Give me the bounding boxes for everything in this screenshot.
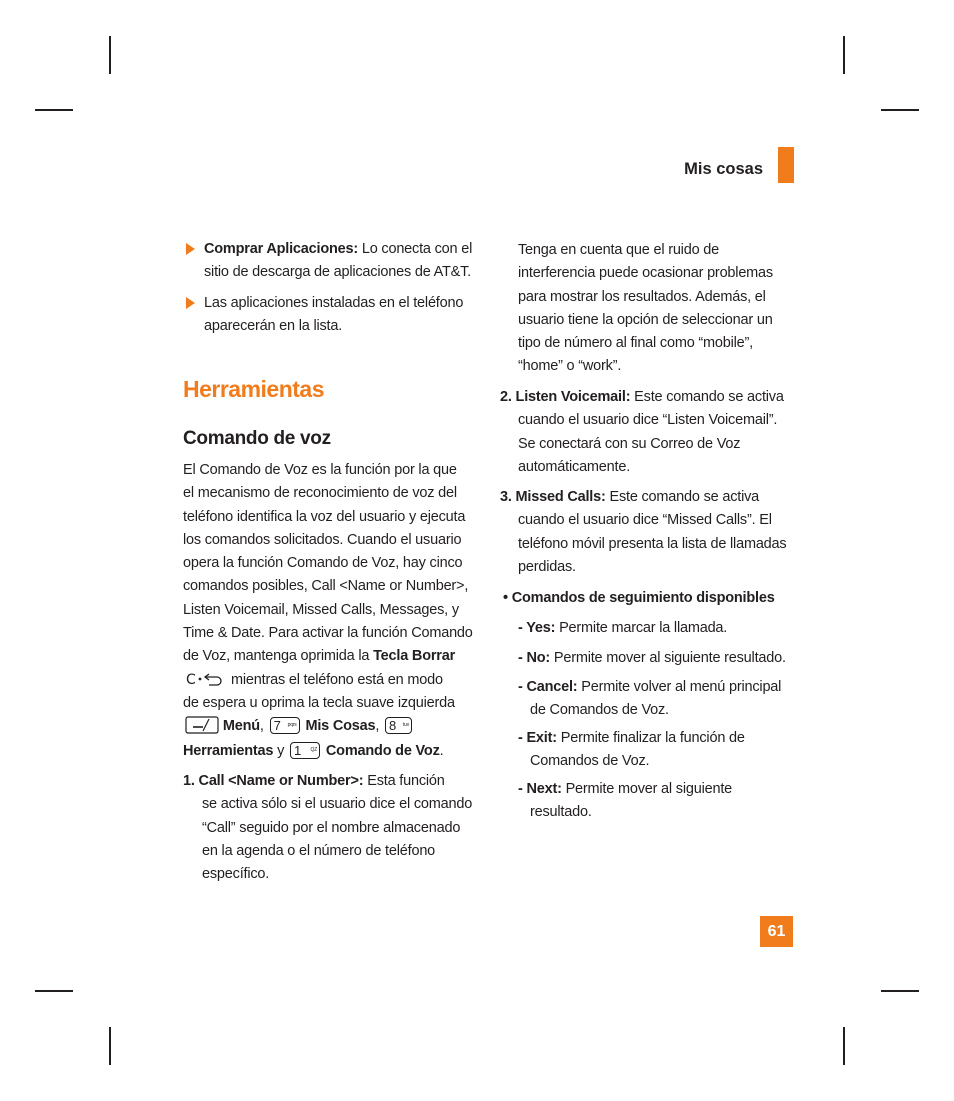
numbered-item: 1. Call <Name or Number>: Esta función se activa sólo si el usuario dice el comando “Call” seguido por el nombre almacenado en la agenda o el número de teléfono específico. bbox=[183, 773, 473, 883]
page-number: 61 bbox=[760, 916, 793, 947]
menu-label: Menú bbox=[222, 718, 260, 735]
section-heading: Herramientas bbox=[183, 376, 325, 402]
clear-back-key-icon bbox=[183, 669, 231, 692]
crop-mark bbox=[109, 1027, 111, 1065]
herramientas-label: Herramientas bbox=[183, 743, 274, 760]
crop-mark bbox=[843, 36, 845, 74]
crop-mark bbox=[109, 36, 111, 74]
section-header: Mis cosas bbox=[684, 160, 763, 178]
item-label: Listen Voicemail: bbox=[515, 389, 631, 405]
key-7-icon: 7 pqrs bbox=[270, 717, 300, 734]
crop-mark bbox=[881, 990, 919, 992]
subheading: Comando de voz bbox=[183, 428, 331, 449]
bullet-arrow-icon bbox=[186, 243, 195, 255]
mis-cosas-label: Mis Cosas bbox=[305, 718, 376, 735]
continued-paragraph: Tenga en cuenta que el ruido de interferencia puede ocasionar problemas para mostrar los resultados. Además, el usuario tiene la opción de seleccionar un tipo de número al final como “mobile”, “home” o “work”. bbox=[518, 242, 773, 375]
svg-text:C: C bbox=[186, 671, 196, 687]
key-1-icon: 1 QZ bbox=[290, 742, 320, 759]
bullet-item: Las aplicaciones instaladas en el teléfono aparecerán en la lista. bbox=[204, 295, 464, 335]
item-number: 3. bbox=[500, 489, 512, 505]
followup-item: - No: Permite mover al siguiente resultado. bbox=[518, 650, 786, 666]
followup-item: - Next: Permite mover al siguiente resultado. bbox=[518, 781, 733, 821]
followup-item: - Yes: Permite marcar la llamada. bbox=[518, 620, 728, 636]
key-8-icon: 8 tuv bbox=[385, 717, 412, 734]
crop-mark bbox=[35, 990, 73, 992]
section-tab-marker bbox=[778, 147, 794, 183]
bullet-arrow-icon bbox=[186, 297, 195, 309]
bullet-label: Comprar Aplicaciones: bbox=[204, 241, 358, 257]
item-label: Missed Calls: bbox=[515, 489, 606, 505]
numbered-item: 2. Listen Voicemail: Este comando se activa cuando el usuario dice “Listen Voicemail”. Se conectará con su Correo de Voz automáticamente. bbox=[500, 389, 784, 475]
body-paragraph: El Comando de Voz es la función por la que el mecanismo de reconocimiento de voz del teléfono identifica la voz del usuario y ejecuta los comandos solicitados. Cuando el usuario opera la función Comando de Voz, hay cinco comandos posibles, Call <Name or Number>, Listen Voicemail, Missed Calls, Messages, y Time & Date. Para activar la función Comando de Voz, mantenga oprimida la Tecla Borrar C mientras el teléfono está en modo de espera u oprima la tecla suave izquierda Menú, 7 pqrs Mis Cosas, 8 tuv Herramientas y 1 QZ Comando de Voz. bbox=[183, 462, 473, 760]
clear-key-label: Tecla Borrar bbox=[373, 648, 456, 665]
crop-mark bbox=[843, 1027, 845, 1065]
item-number: 1. bbox=[183, 773, 195, 789]
soft-key-left-icon bbox=[185, 716, 219, 742]
followup-item: - Cancel: Permite volver al menú principal de Comandos de Voz. bbox=[518, 679, 782, 719]
item-label: Call <Name or Number>: bbox=[198, 773, 364, 789]
comando-de-voz-label: Comando de Voz bbox=[325, 743, 440, 760]
followup-heading: • Comandos de seguimiento disponibles bbox=[503, 590, 775, 606]
item-number: 2. bbox=[500, 389, 512, 405]
crop-mark bbox=[881, 109, 919, 111]
crop-mark bbox=[35, 109, 73, 111]
numbered-item: 3. Missed Calls: Este comando se activa cuando el usuario dice “Missed Calls”. El teléfono móvil presenta la lista de llamadas perdidas. bbox=[500, 489, 787, 575]
followup-item: - Exit: Permite finalizar la función de Comandos de Voz. bbox=[518, 730, 745, 770]
bullet-item: Comprar Aplicaciones: Lo conecta con el sitio de descarga de aplicaciones de AT&T. bbox=[204, 241, 473, 281]
